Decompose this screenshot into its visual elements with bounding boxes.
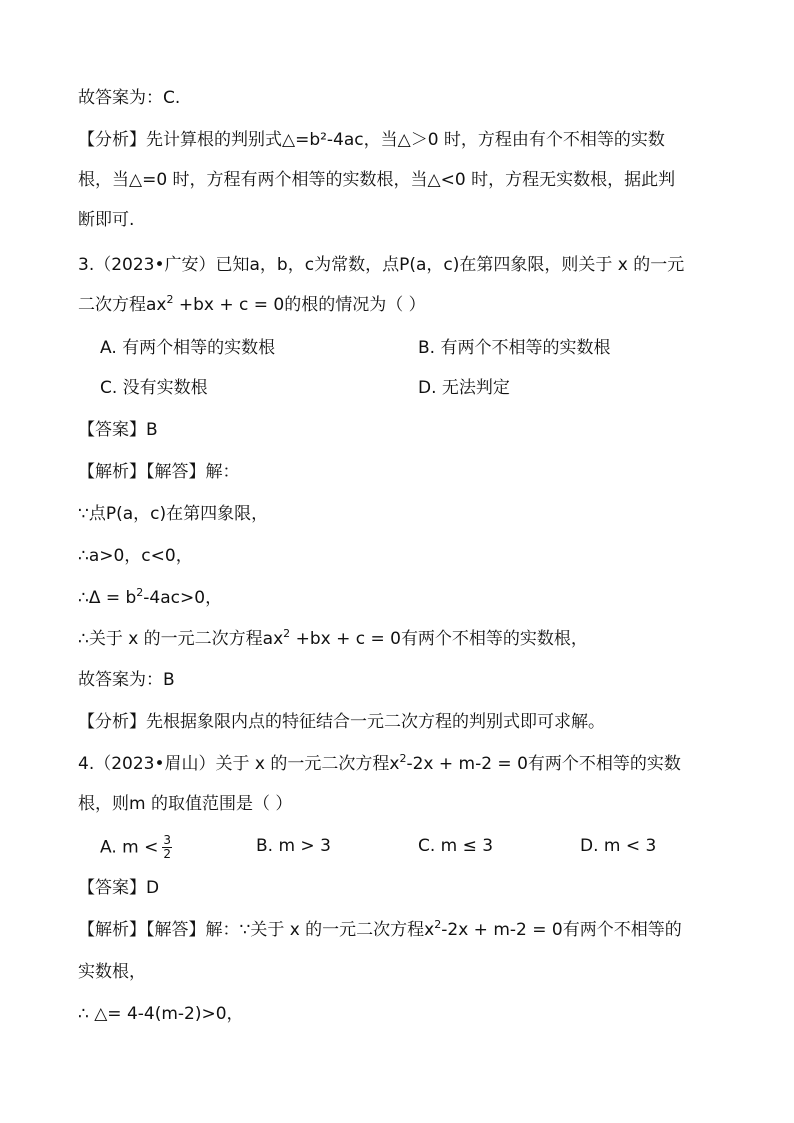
q3-solution-step: 故答案为：B (78, 670, 175, 690)
q4-option-c: C. m ≤ 3 (418, 836, 494, 856)
q4-option-a: A. m < $\frac{3}{2}$ (100, 833, 171, 861)
question-3-stem-line2: 二次方程$ax^2 +bx + c = 0$的根的情况为（ ） (78, 293, 426, 315)
question-3-stem: 3.（2023•广安）已知a，b，c为常数，点P(a，c)在第四象限，则关于 x 的一元 (78, 255, 685, 275)
q3-option-a: A. 有两个相等的实数根 (100, 338, 276, 358)
question-4-stem-line2: 根，则m 的取值范围是（ ） (78, 794, 293, 814)
q4-solution-line2: 实数根， (78, 962, 146, 982)
fraction: $\frac{3}{2}$ (163, 833, 171, 861)
q3-analysis: 【分析】先根据象限内点的特征结合一元二次方程的判别式即可求解。 (78, 712, 605, 732)
q3-option-d: D. 无法判定 (418, 378, 510, 398)
text-line: 根，当△=0 时，方程有两个相等的实数根，当△<0 时，方程无实数根，据此判 (78, 170, 676, 190)
q3-solution-heading: 【解析】【解答】解： (78, 462, 240, 482)
q4-solution: 【解析】【解答】解：∵关于 x 的一元二次方程$x^2-2x + m-2 = 0$有两个不相等的 (78, 918, 682, 940)
question-4-stem: 4.（2023•眉山）关于 x 的一元二次方程$x^2-2x + m-2 = 0$有两个不相等的实数 (78, 752, 681, 774)
q3-solution-step: ∴a>0，c<0， (78, 546, 193, 566)
q3-solution-step: ∴Δ = $b^2-4ac>0$， (78, 586, 223, 608)
q3-option-c: C. 没有实数根 (100, 378, 208, 398)
text-line: 断即可. (78, 210, 135, 230)
q4-answer: 【答案】D (78, 878, 160, 898)
q3-option-b: B. 有两个不相等的实数根 (418, 338, 611, 358)
q3-solution-step: ∵点P(a，c)在第四象限， (78, 504, 269, 524)
q4-solution-step: ∴ △= 4-4(m-2)>0， (78, 1004, 244, 1024)
text-line: 【分析】先计算根的判别式△=b²-4ac，当△＞0 时，方程由有个不相等的实数 (78, 130, 665, 150)
q4-option-b: B. m > 3 (256, 836, 331, 856)
q3-answer: 【答案】B (78, 420, 158, 440)
q3-solution-step: ∴关于 x 的一元二次方程$ax^2 +bx + c = 0$有两个不相等的实数根， (78, 627, 588, 649)
q4-option-d: D. m < 3 (580, 836, 657, 856)
text-line: 故答案为：C. (78, 88, 181, 108)
